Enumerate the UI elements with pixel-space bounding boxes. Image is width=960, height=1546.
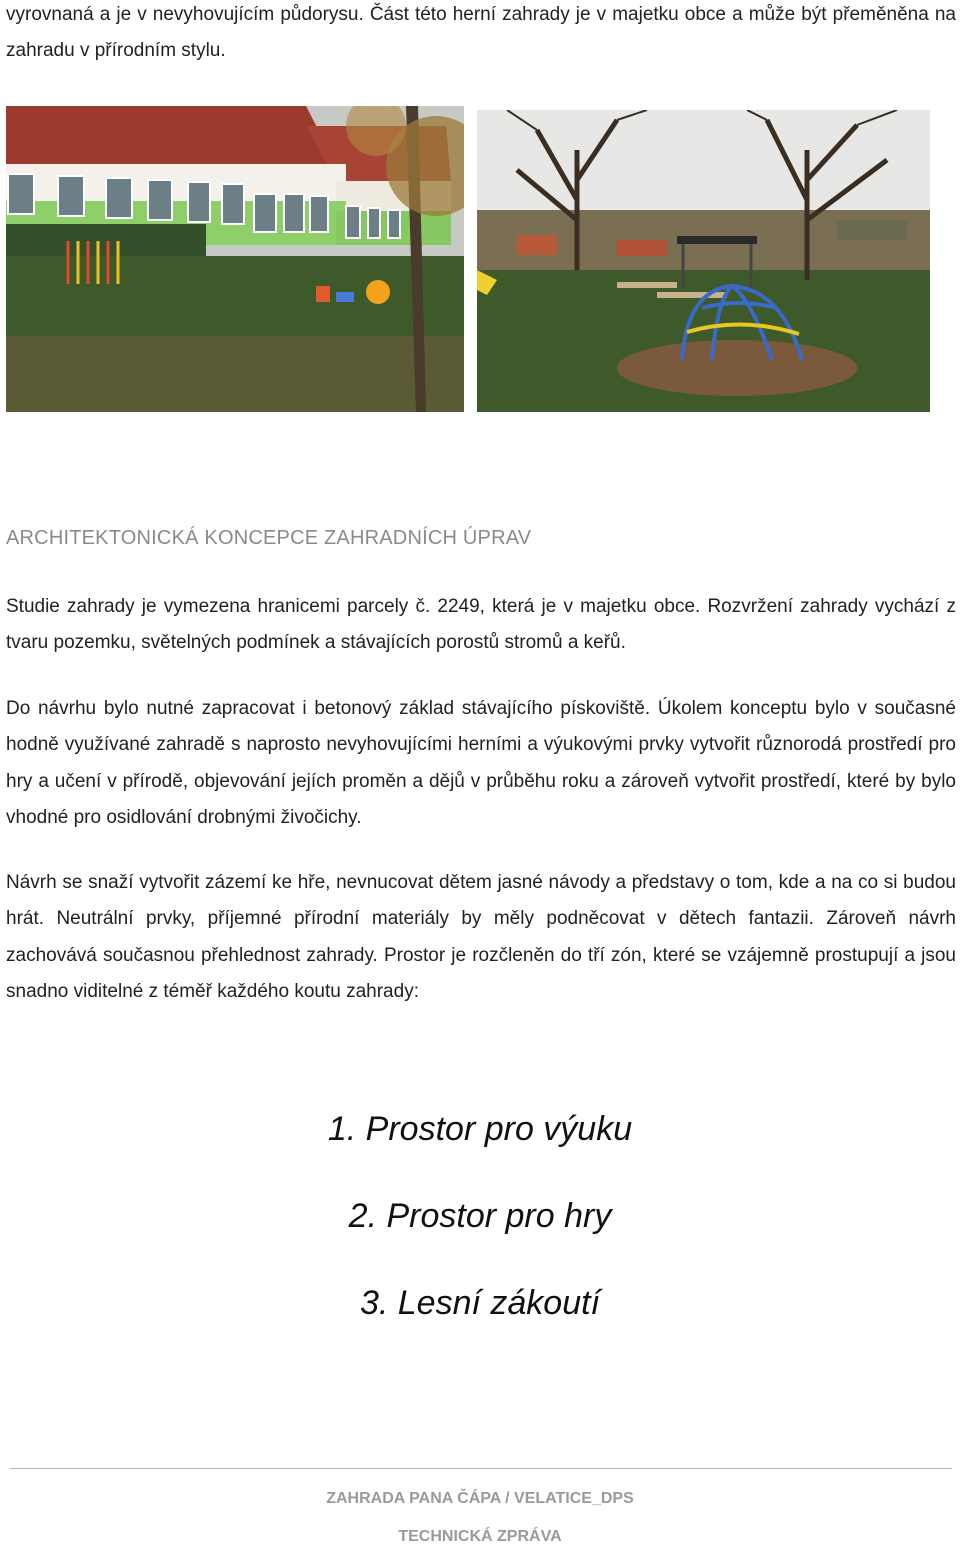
footer-title: ZAHRADA PANA ČÁPA / VELATICE_DPS: [326, 1490, 634, 1507]
paragraph-2: Do návrhu bylo nutné zapracovat i betonový základ stávajícího pískoviště. Úkolem konceptu bylo v současné hodně využívané zahradě s naprosto nevyhovujícími herními a výukovými prvky vytvořit různorodá prostředí pro hry a učení v přírodě, objevování jejích proměn a dějů v průběhu roku a zároveň vytvořit prostředí, které by bylo vhodné pro osidlování drobnými živočichy.: [6, 698, 956, 828]
zone-item-1: 1. Prostor pro výuku: [327, 1110, 633, 1148]
intro-paragraph: vyrovnaná a je v nevyhovujícím půdorysu. Část této herní zahrady je v majetku obce a může být přeměněna na zahradu v přírodním stylu.: [6, 4, 956, 62]
zone-item-2: 2. Prostor pro hry: [348, 1197, 612, 1235]
school-garden-image: [6, 106, 464, 412]
paragraph-1: Studie zahrady je vymezena hranicemi parcely č. 2249, která je v majetku obce. Rozvržení zahrady vychází z tvaru pozemku, světelných podmínek a stávajících porostů stromů a keřů.: [6, 596, 956, 654]
photo-playground-climbing-dome: [477, 110, 930, 412]
footer-subtitle: TECHNICKÁ ZPRÁVA: [398, 1528, 562, 1545]
zone-item-3: 3. Lesní zákoutí: [359, 1284, 601, 1322]
section-heading: ARCHITEKTONICKÁ KONCEPCE ZAHRADNÍCH ÚPRAV: [6, 527, 532, 549]
footer-divider: [10, 1468, 952, 1469]
playground-image: [477, 110, 930, 412]
paragraph-3: Návrh se snaží vytvořit zázemí ke hře, nevnucovat dětem jasné návody a představy o tom, kde a na co si budou hrát. Neutrální prvky, příjemné přírodní materiály by měly podněcovat v dětech fantazii. Zároveň návrh zachovává současnou přehlednost zahrady. Prostor je rozčleněn do tří zón, které se vzájemně prostupují a jsou snadno viditelné z téměř každého koutu zahrady:: [6, 872, 956, 1002]
photo-school-garden: [6, 106, 464, 412]
